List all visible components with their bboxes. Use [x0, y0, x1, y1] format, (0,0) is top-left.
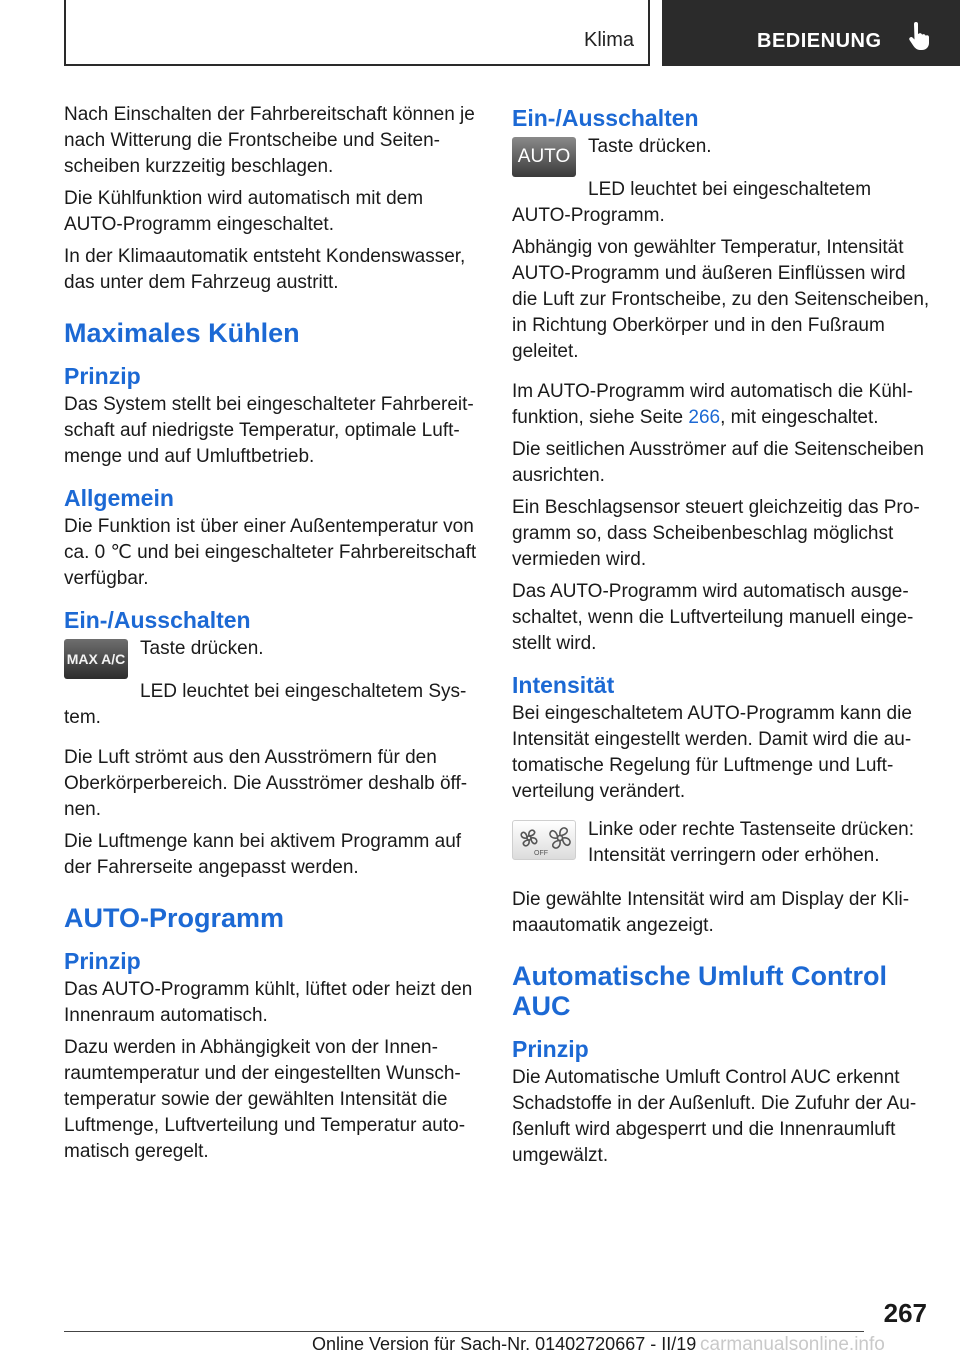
auto-button-image: [512, 137, 576, 177]
button-instruction-text: [140, 636, 482, 668]
paragraph: Die Funktion ist über einer Außentemperatur von ca. 0 ℃ und bei eingeschalteter Fahrbereitschaft verfügbar.: [64, 516, 477, 589]
page-header: [64, 0, 960, 66]
paragraph: Dazu werden in Abhängigkeit von der Innenraumtemperatur und der eingestellten Wunschtemperatur sowie der gewählten Intensität die Luftmenge, Luftverteilung und Temperatur automatisch geregelt.: [64, 1037, 466, 1162]
footer-divider: [64, 1331, 864, 1332]
fan-intensity-button-image: [512, 820, 576, 860]
paragraph: Nach Einschalten der Fahrbereitschaft können je nach Witterung die Frontscheibe und Seitenscheiben kurzzeitig beschlagen.: [64, 104, 475, 177]
fan-icon: [514, 821, 574, 859]
paragraph: [512, 379, 930, 431]
heading-auto-programm: AUTO-Programm: [64, 903, 285, 933]
subheading-prinzip: Prinzip: [64, 363, 141, 389]
auto-label: AUTO: [517, 146, 571, 167]
max-ac-label: MAX A/C: [66, 651, 126, 667]
subheading-allgemein: Allgemein: [64, 485, 174, 511]
paragraph: Bei eingeschaltetem AUTO-Programm kann die Intensität eingestellt werden. Damit wird die automatische Regelung für Luftmenge und Luftverteilung verändert.: [512, 703, 912, 802]
paragraph: Taste drücken.: [140, 638, 264, 659]
button-instruction: [512, 134, 930, 177]
fan-off-label: OFF: [534, 850, 548, 857]
page-number: 267: [883, 1298, 927, 1328]
paragraph: Das System stellt bei eingeschalteter Fahrbereitschaft auf niedrigste Temperatur, optimale Luftmenge und auf Umluftbetrieb.: [64, 394, 474, 467]
chapter-tab: [64, 0, 650, 66]
paragraph: LED leuchtet bei eingeschaltetem AUTO-Programm.: [512, 179, 872, 226]
paragraph: Das AUTO-Programm wird automatisch ausgeschaltet, wenn die Luftverteilung manuell eingestellt wird.: [512, 581, 914, 654]
page-reference-link[interactable]: 266: [688, 407, 721, 428]
chapter-title: Klima: [583, 29, 634, 51]
button-instruction-text: [588, 134, 930, 166]
paragraph: Die Kühlfunktion wird automatisch mit dem AUTO-Programm eingeschaltet.: [64, 188, 424, 235]
pointing-hand-icon: [908, 22, 932, 52]
subheading-ein-ausschalten: Ein-/Ausschalten: [512, 105, 699, 131]
paragraph: Die seitlichen Ausströmer auf die Seitenscheiben ausrichten.: [512, 439, 924, 486]
paragraph: Die Luftmenge kann bei aktivem Programm auf der Fahrerseite angepasst werden.: [64, 831, 462, 878]
subheading-prinzip: Prinzip: [64, 948, 141, 974]
section-tab: [662, 0, 960, 66]
max-ac-button-image: [64, 639, 128, 679]
paragraph: Das AUTO-Programm kühlt, lüftet oder heizt den Innenraum automatisch.: [64, 979, 473, 1026]
heading-maximales-kuehlen: Maximales Kühlen: [64, 318, 300, 348]
paragraph: LED leuchtet bei eingeschaltetem System.: [64, 681, 467, 728]
right-column: [512, 102, 930, 1175]
button-instruction-text: [588, 817, 930, 875]
paragraph: Taste drücken.: [588, 136, 712, 157]
subheading-prinzip: Prinzip: [512, 1036, 589, 1062]
paragraph: Abhängig von gewählter Temperatur, Intensität AUTO-Programm und äußeren Einflüssen wird die Luft zur Frontscheibe, zu den Seitenscheiben, in Richtung Oberkörper und in den Fußraum geleitet.: [512, 237, 930, 362]
button-instruction: [512, 817, 930, 875]
online-version-note: Online Version für Sach-Nr. 01402720667 - II/19: [312, 1334, 697, 1354]
paragraph: Die Automatische Umluft Control AUC erkennt Schadstoffe in der Außenluft. Die Zufuhr der Außenluft wird abgesperrt und die Innenraumluft umgewälzt.: [512, 1067, 917, 1166]
heading-auc: Automatische Umluft Control AUC: [512, 961, 887, 1021]
text: Im AUTO-Programm wird automatisch die Kühlfunktion, siehe Seite: [512, 381, 913, 428]
subheading-intensitaet: Intensität: [512, 672, 615, 698]
section-title: BEDIENUNG: [757, 30, 882, 52]
watermark: carmanualsonline.info: [700, 1334, 885, 1355]
subheading-ein-ausschalten: Ein-/Ausschalten: [64, 607, 251, 633]
paragraph: Linke oder rechte Tastenseite drücken: Intensität verringern oder erhöhen.: [588, 819, 915, 866]
left-column: [64, 102, 482, 1171]
paragraph: Die gewählte Intensität wird am Display der Klimaautomatik angezeigt.: [512, 889, 910, 936]
text: , mit eingeschaltet.: [720, 407, 879, 428]
paragraph: Die Luft strömt aus den Ausströmern für den Oberkörperbereich. Die Ausströmer deshalb öffnen.: [64, 747, 468, 820]
paragraph: Ein Beschlagsensor steuert gleichzeitig das Programm so, dass Scheibenbeschlag möglichst vermieden wird.: [512, 497, 920, 570]
paragraph: In der Klimaautomatik entsteht Kondenswasser, das unter dem Fahrzeug austritt.: [64, 246, 466, 293]
button-instruction: [64, 636, 482, 679]
